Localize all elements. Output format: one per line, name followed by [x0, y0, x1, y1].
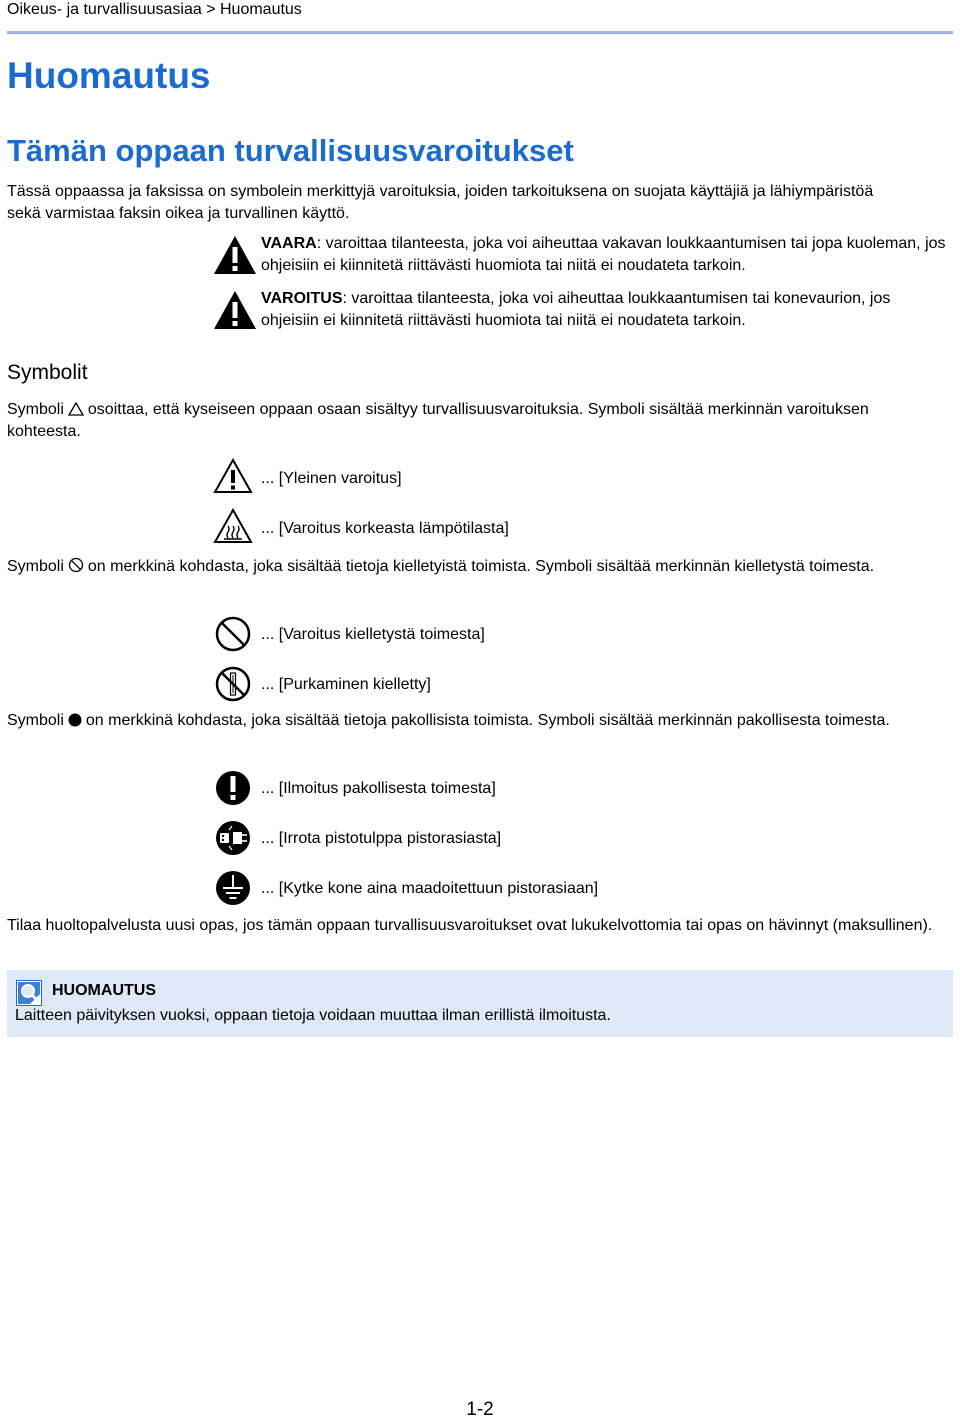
warning-danger-desc: : varoittaa tilanteesta, joka voi aiheuttaa vakavan loukkaantumisen tai jopa kuoleman, jos ohjeisiin ei kiinnitetä riittävästi huomiota tai niitä ei noudateta tarkoin.	[261, 235, 946, 274]
prohibited-icon	[213, 614, 253, 654]
note-box	[7, 970, 953, 1037]
page-number: 1-2	[466, 1399, 494, 1420]
danger-triangle-icon	[213, 235, 257, 275]
section-title: Tämän oppaan turvallisuusvaroitukset	[7, 133, 574, 168]
symbols-heading: Symbolit	[7, 361, 88, 384]
triangle-symbol-after: osoittaa, että kyseiseen oppaan osaan sisältyy turvallisuusvaroituksia. Symboli sisältää merkinnän varoituksen kohteesta.	[7, 401, 869, 440]
note-text: Laitteen päivityksen vuoksi, oppaan tietoja voidaan muuttaa ilman erillistä ilmoitusta.	[15, 1007, 611, 1024]
note-title: HUOMAUTUS	[52, 982, 156, 999]
mandatory-symbol-paragraph	[7, 710, 927, 732]
prohibited-inline-icon	[68, 557, 84, 573]
warning-caution-desc: : varoittaa tilanteesta, joka voi aiheuttaa loukkaantumisen tai konevaurion, jos ohjeisiin ei kiinnitetä riittävästi huomiota tai niitä ei noudateta tarkoin.	[261, 290, 891, 329]
high-temperature-icon	[213, 508, 253, 544]
symbol-no-disassembly-label: ... [Purkaminen kielletty]	[261, 676, 431, 693]
no-disassembly-icon	[213, 664, 253, 704]
symbol-unplug-label: ... [Irrota pistotulppa pistorasiasta]	[261, 830, 502, 847]
warning-caution-text	[261, 288, 951, 332]
symbol-mandatory-action-label: ... [Ilmoitus pakollisesta toimesta]	[261, 780, 496, 797]
mandatory-symbol-before: Symboli	[7, 712, 64, 729]
replacement-paragraph: Tilaa huoltopalvelusta uusi opas, jos tämän oppaan turvallisuusvaroitukset ovat lukukelvottomia tai opas on hävinnyt (maksullinen).	[7, 917, 933, 934]
mandatory-symbol-after: on merkkinä kohdasta, joka sisältää tietoja pakollisista toimista. Symboli sisältää merkinnän pakollisesta toimesta.	[85, 712, 890, 729]
symbol-high-temperature-label: ... [Varoitus korkeasta lämpötilasta]	[261, 520, 509, 537]
symbol-ground-label: ... [Kytke kone aina maadoitettuun pistorasiaan]	[261, 880, 599, 897]
prohibited-symbol-before: Symboli	[7, 558, 64, 575]
intro-paragraph: Tässä oppaassa ja faksissa on symbolein merkittyjä varoituksia, joiden tarkoituksena on suojata käyttäjiä ja lähiympäristöä sekä varmistaa faksin oikea ja turvallinen käyttö.	[7, 183, 874, 222]
symbol-general-warning-label: ... [Yleinen varoitus]	[261, 470, 402, 487]
filled-circle-icon	[68, 713, 82, 727]
triangle-outline-icon	[68, 402, 84, 416]
triangle-symbol-paragraph	[7, 399, 907, 443]
caution-triangle-icon	[213, 290, 257, 330]
warning-caution-term: VAROITUS	[261, 290, 343, 307]
breadcrumb[interactable]: Oikeus- ja turvallisuusasiaa > Huomautus	[7, 1, 302, 18]
general-warning-icon	[213, 458, 253, 494]
page-title: Huomautus	[7, 55, 211, 96]
symbol-prohibited-label: ... [Varoitus kielletystä toimesta]	[261, 626, 485, 643]
triangle-symbol-before: Symboli	[7, 401, 64, 418]
prohibited-symbol-paragraph	[7, 556, 917, 578]
mandatory-action-icon	[213, 768, 253, 808]
magnifier-note-icon	[16, 980, 42, 1006]
header-divider	[7, 31, 953, 34]
warning-danger-text	[261, 233, 951, 277]
prohibited-symbol-after: on merkkinä kohdasta, joka sisältää tietoja kielletyistä toimista. Symboli sisältää merkinnän kielletystä toimesta.	[87, 558, 875, 575]
warning-danger-term: VAARA	[261, 235, 317, 252]
unplug-icon	[213, 818, 253, 858]
ground-icon	[213, 868, 253, 908]
